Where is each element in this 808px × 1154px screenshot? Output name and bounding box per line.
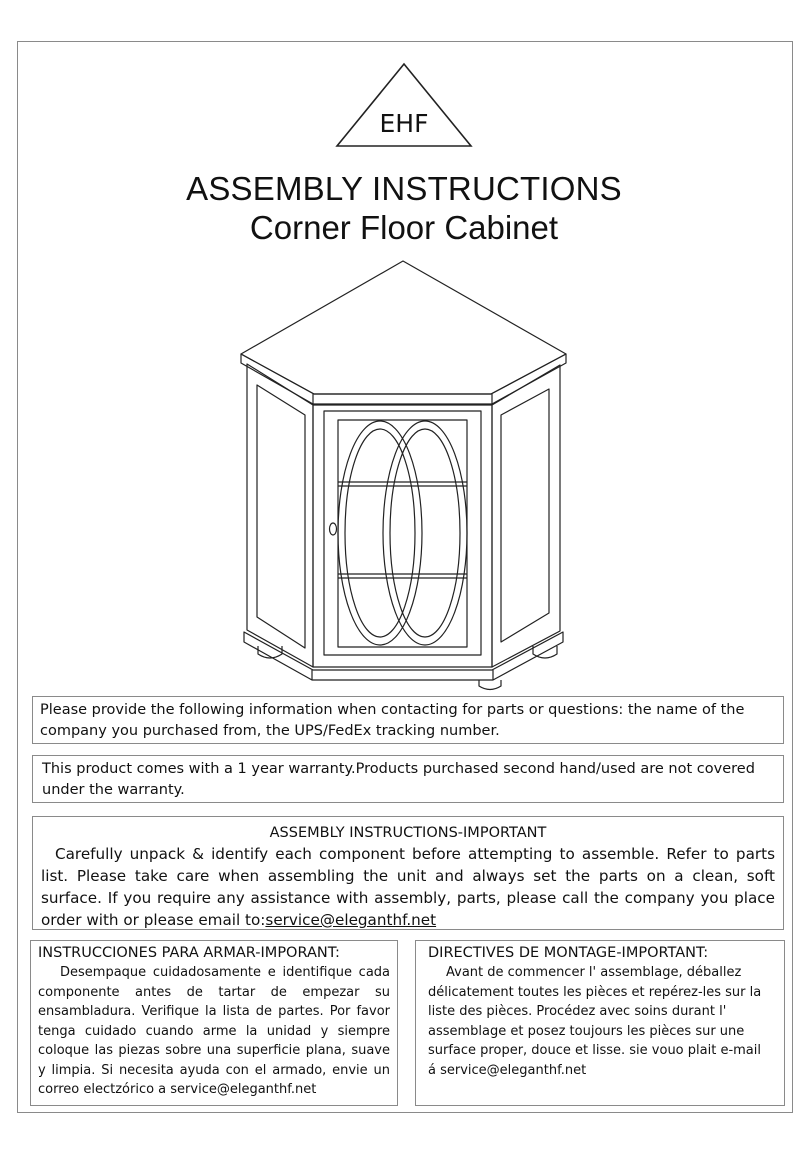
spanish-heading: INSTRUCCIONES PARA ARMAR-IMPORANT: <box>38 945 340 961</box>
warranty-text: This product comes with a 1 year warranty.Products purchased second hand/used are not covered under the warranty. <box>42 761 755 798</box>
french-body: Avant de commencer l' assemblage, déballez délicatement toutes les pièces et repérez-les sur la liste des pièces. Procédez avec soins durant l' assemblage et posez toujours les pièces sur une surface proper, douce et lisse. sie vouo plait e-mail á service@eleganthf.net <box>428 965 762 1078</box>
cabinet-illustration <box>236 256 572 692</box>
warranty-note <box>32 755 784 803</box>
ehf-logo <box>334 62 474 148</box>
important-body-text: Carefully unpack & identify each component before attempting to assemble. Refer to parts list. Please take care when assembling the unit and always set the parts on a clean, soft surface. If you require any assistance with assembly, parts, please call the company you place order with or please email to: <box>41 845 775 929</box>
french-section <box>415 940 785 1106</box>
logo-text: EHF <box>379 109 429 138</box>
page-subtitle: Corner Floor Cabinet <box>249 209 559 246</box>
important-heading: ASSEMBLY INSTRUCTIONS-IMPORTANT <box>269 825 547 841</box>
important-body <box>41 843 775 931</box>
page-title: ASSEMBLY INSTRUCTIONS <box>186 170 622 207</box>
french-heading: DIRECTIVES DE MONTAGE-IMPORTANT: <box>428 945 709 961</box>
spanish-section <box>30 940 398 1106</box>
support-email-link[interactable]: service@eleganthf.net <box>265 911 437 929</box>
spanish-body: Desempaque cuidadosamente e identifique cada componente antes de tartar de empezar su ensambladura. Verifique la lista de partes. Por favor tenga cuidado cuando arme la unidad y siempre coloque las piezas sobre una superficie plana, suave y limpia. Si necesita ayuda con el armado, envie un correo electzórico a service@eleganthf.net <box>38 965 390 1097</box>
important-section <box>32 816 784 930</box>
contact-info-note <box>32 696 784 744</box>
contact-info-text: Please provide the following information when contacting for parts or questions: the name of the company you purchased from, the UPS/FedEx tracking number. <box>40 702 745 739</box>
